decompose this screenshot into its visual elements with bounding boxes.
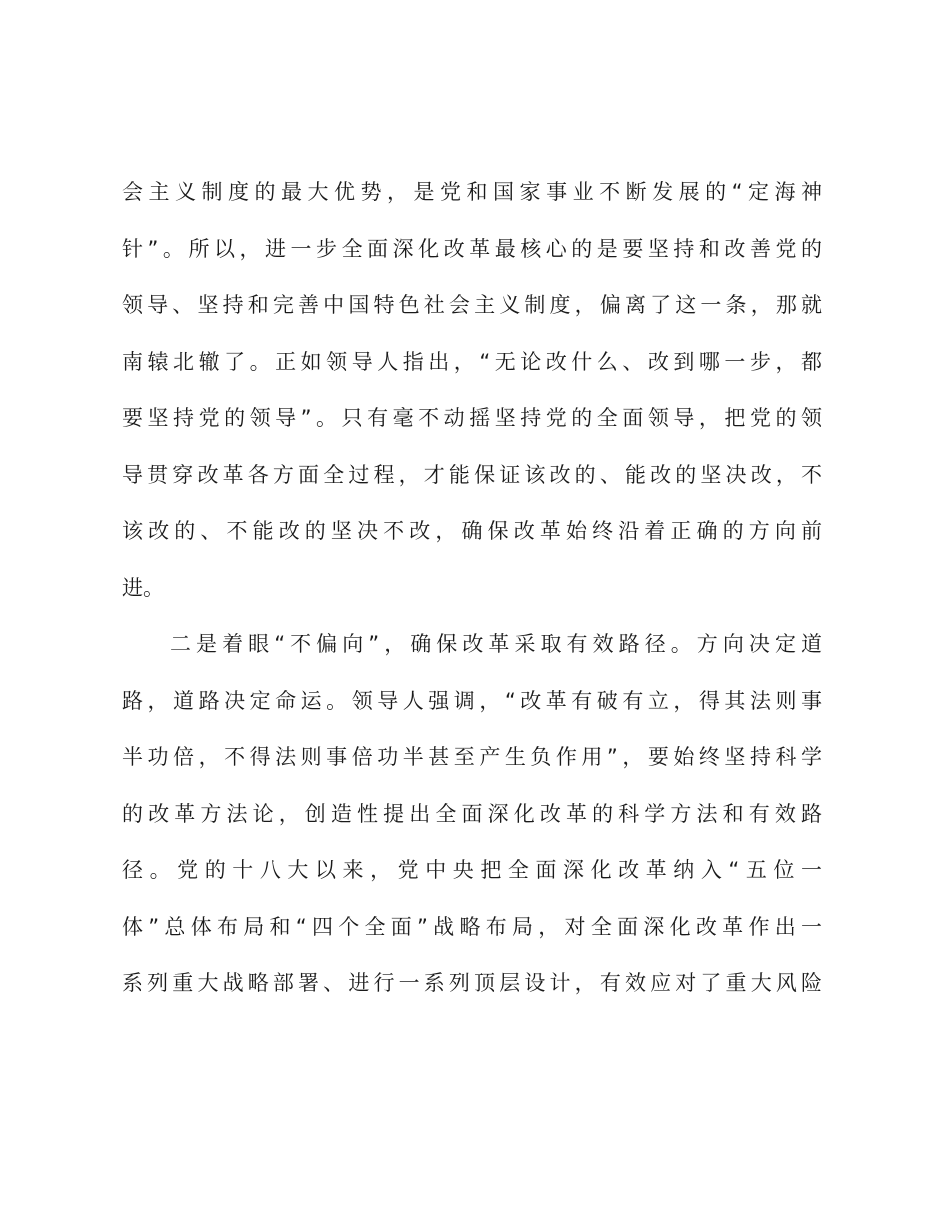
paragraph-first-line: 二是着眼“不偏向”，确保改革采取有效路径。方向决定道: [170, 632, 822, 656]
text-line: 进。: [122, 576, 164, 600]
text-line: 径。党的十八大以来，党中央把全面深化改革纳入“五位一: [122, 858, 822, 882]
text-line: 该改的、不能改的坚决不改，确保改革始终沿着正确的方向前: [122, 519, 822, 543]
text-line: 南辕北辙了。正如领导人指出，“无论改什么、改到哪一步，都: [122, 350, 822, 374]
text-line: 的改革方法论，创造性提出全面深化改革的科学方法和有效路: [122, 802, 822, 826]
text-line: 导贯穿改革各方面全过程，才能保证该改的、能改的坚决改，不: [122, 463, 822, 487]
text-line: 体”总体布局和“四个全面”战略布局，对全面深化改革作出一: [122, 915, 822, 939]
text-line: 针”。所以，进一步全面深化改革最核心的是要坚持和改善党的: [122, 237, 822, 261]
text-line: 路，道路决定命运。领导人强调，“改革有破有立，得其法则事: [122, 689, 822, 713]
text-line: 领导、坚持和完善中国特色社会主义制度，偏离了这一条，那就: [122, 293, 822, 317]
text-line: 半功倍，不得法则事倍功半甚至产生负作用”，要始终坚持科学: [122, 745, 822, 769]
text-line: 系列重大战略部署、进行一系列顶层设计，有效应对了重大风险: [122, 971, 822, 995]
text-line: 要坚持党的领导”。只有毫不动摇坚持党的全面领导，把党的领: [122, 406, 822, 430]
text-line: 会主义制度的最大优势，是党和国家事业不断发展的“定海神: [122, 180, 822, 204]
